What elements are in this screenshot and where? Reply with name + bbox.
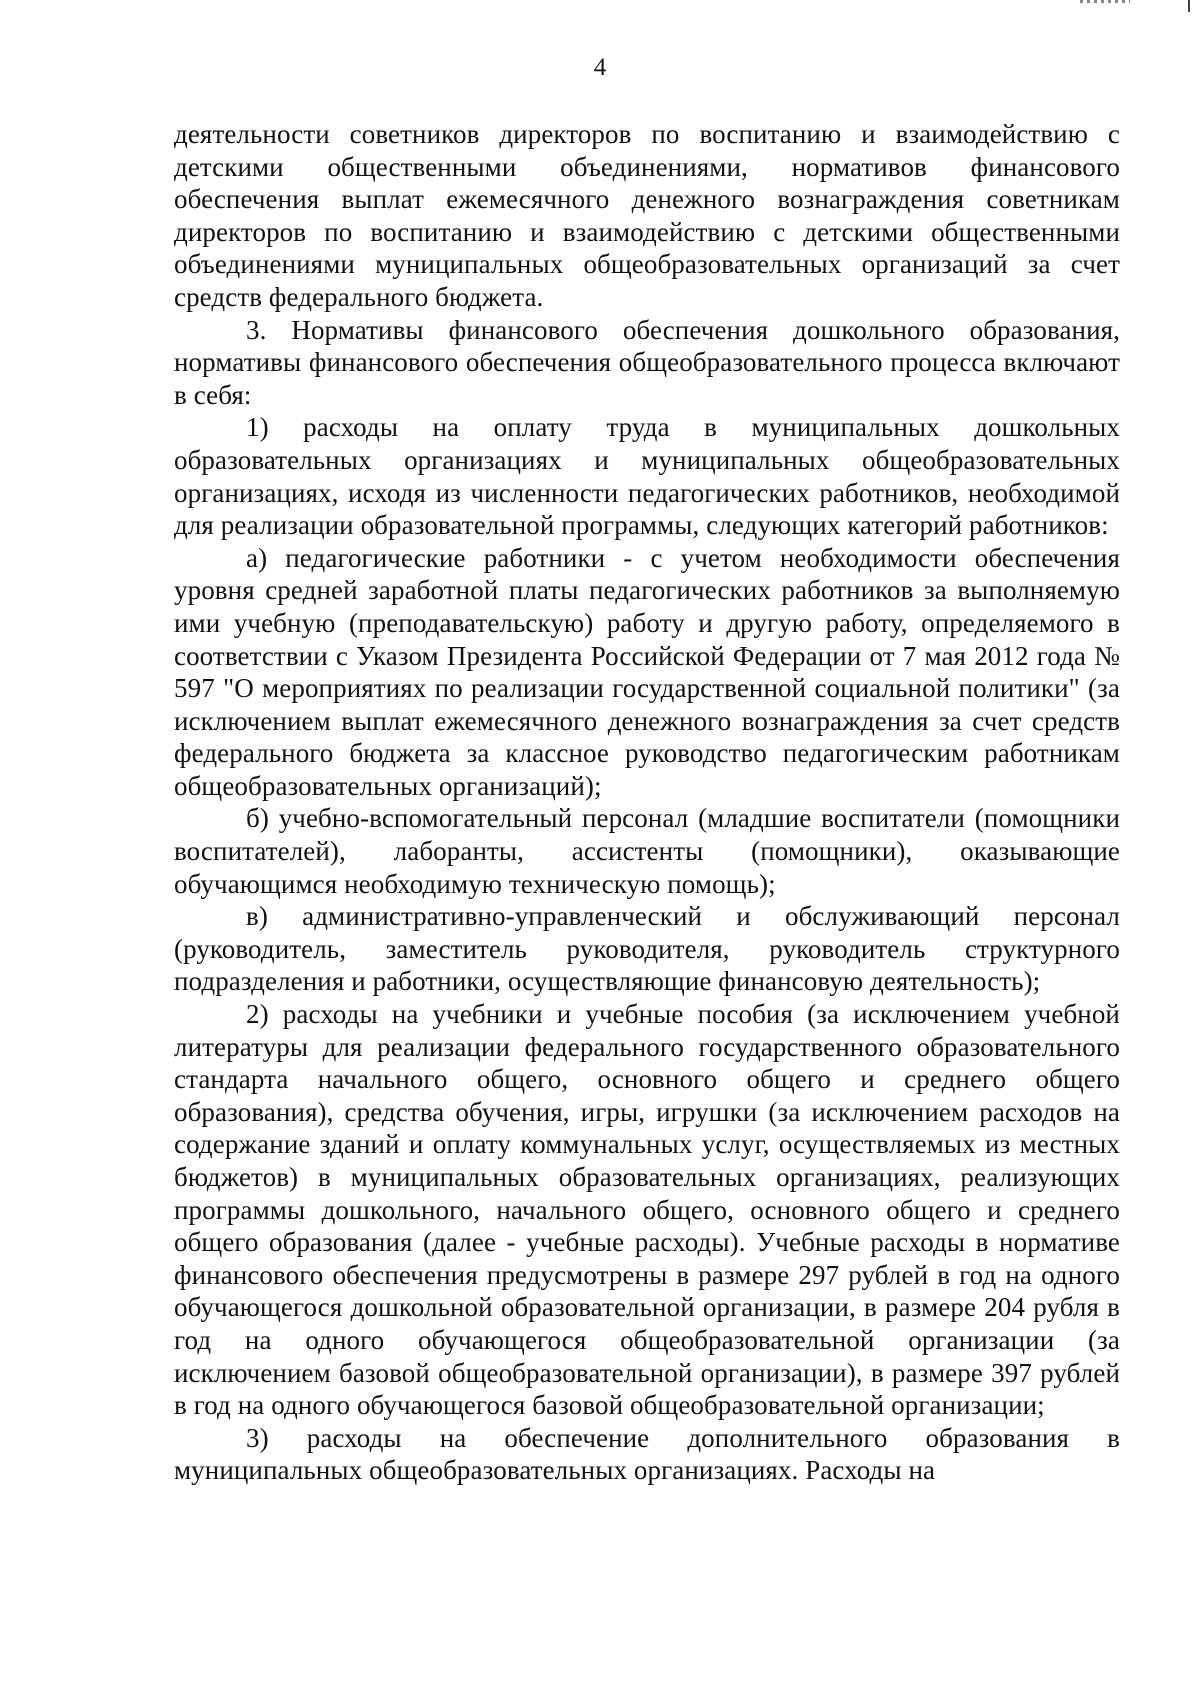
paragraph-subitem-2: 2) расходы на учебники и учебные пособия (за исключением учебной литературы для реализации федерального государственного образовательного стандарта начального общего, основного общего и среднего общего образования), средства обучения, игры, игрушки (за исключением расходов на содержание зданий и оплату коммунальных услуг, осуществляемых из местных бюджетов) в муниципальных образовательных организациях, реализующих программы дошкольного, начального общего, основного общего и среднего общего образования (далее - учебные расходы). Учебные расходы в нормативе финансового обеспечения предусмотрены в размере 297 рублей в год на одного обучающегося дошкольной образовательной организации, в размере 204 рубля в год на одного обучающегося общеобразовательной организации (за исключением базовой общеобразовательной организации), в размере 397 рублей в год на одного обучающегося базовой общеобразовательной организации; (174, 999, 1120, 1421)
paragraph-subitem-v: в) административно-управленческий и обслуживающий персонал (руководитель, заместитель руководителя, руководитель структурного подразделения и работники, осуществляющие финансовую деятельность); (174, 901, 1120, 997)
paragraph-item-3: 3. Нормативы финансового обеспечения дошкольного образования, нормативы финансового обеспечения общеобразовательного процесса включают в себя: (174, 314, 1120, 410)
paragraph-continuation: деятельности советников директоров по воспитанию и взаимодействию с детскими общественными объединениями, нормативов финансового обеспечения выплат ежемесячного денежного вознаграждения советникам директоров по воспитанию и взаимодействию с детскими общественными объединениями муниципальных общеобразовательных организаций за счет средств федерального бюджета. (174, 119, 1120, 312)
scan-edge-mark (1188, 0, 1190, 12)
paragraph-subitem-a: а) педагогические работники - с учетом необходимости обеспечения уровня средней заработной платы педагогических работников за выполняемую ими учебную (преподавательскую) работу и другую работу, определяемого в соответствии с Указом Президента Российской Федерации от 7 мая 2012 года № 597 "О мероприятиях по реализации государственной социальной политики" (за исключением выплат ежемесячного денежного вознаграждения за счет средств федерального бюджета за классное руководство педагогическим работникам общеобразовательных организаций); (174, 542, 1120, 801)
document-body (174, 118, 1120, 1487)
page-number: 4 (593, 54, 607, 81)
paragraph-subitem-b: б) учебно-вспомогательный персонал (младшие воспитатели (помощники воспитателей), лаборанты, ассистенты (помощники), оказывающие обучающимся необходимую техническую помощь); (174, 803, 1120, 899)
paragraph-subitem-3: 3) расходы на обеспечение дополнительного образования в муниципальных общеобразовательных организациях. Расходы на (174, 1422, 1120, 1486)
paragraph-subitem-1: 1) расходы на оплату труда в муниципальных дошкольных образовательных организациях и муниципальных общеобразовательных организациях, исходя из численности педагогических работников, необходимой для реализации образовательной программы, следующих категорий работников: (174, 412, 1120, 541)
scan-artifact (1080, 0, 1130, 3)
